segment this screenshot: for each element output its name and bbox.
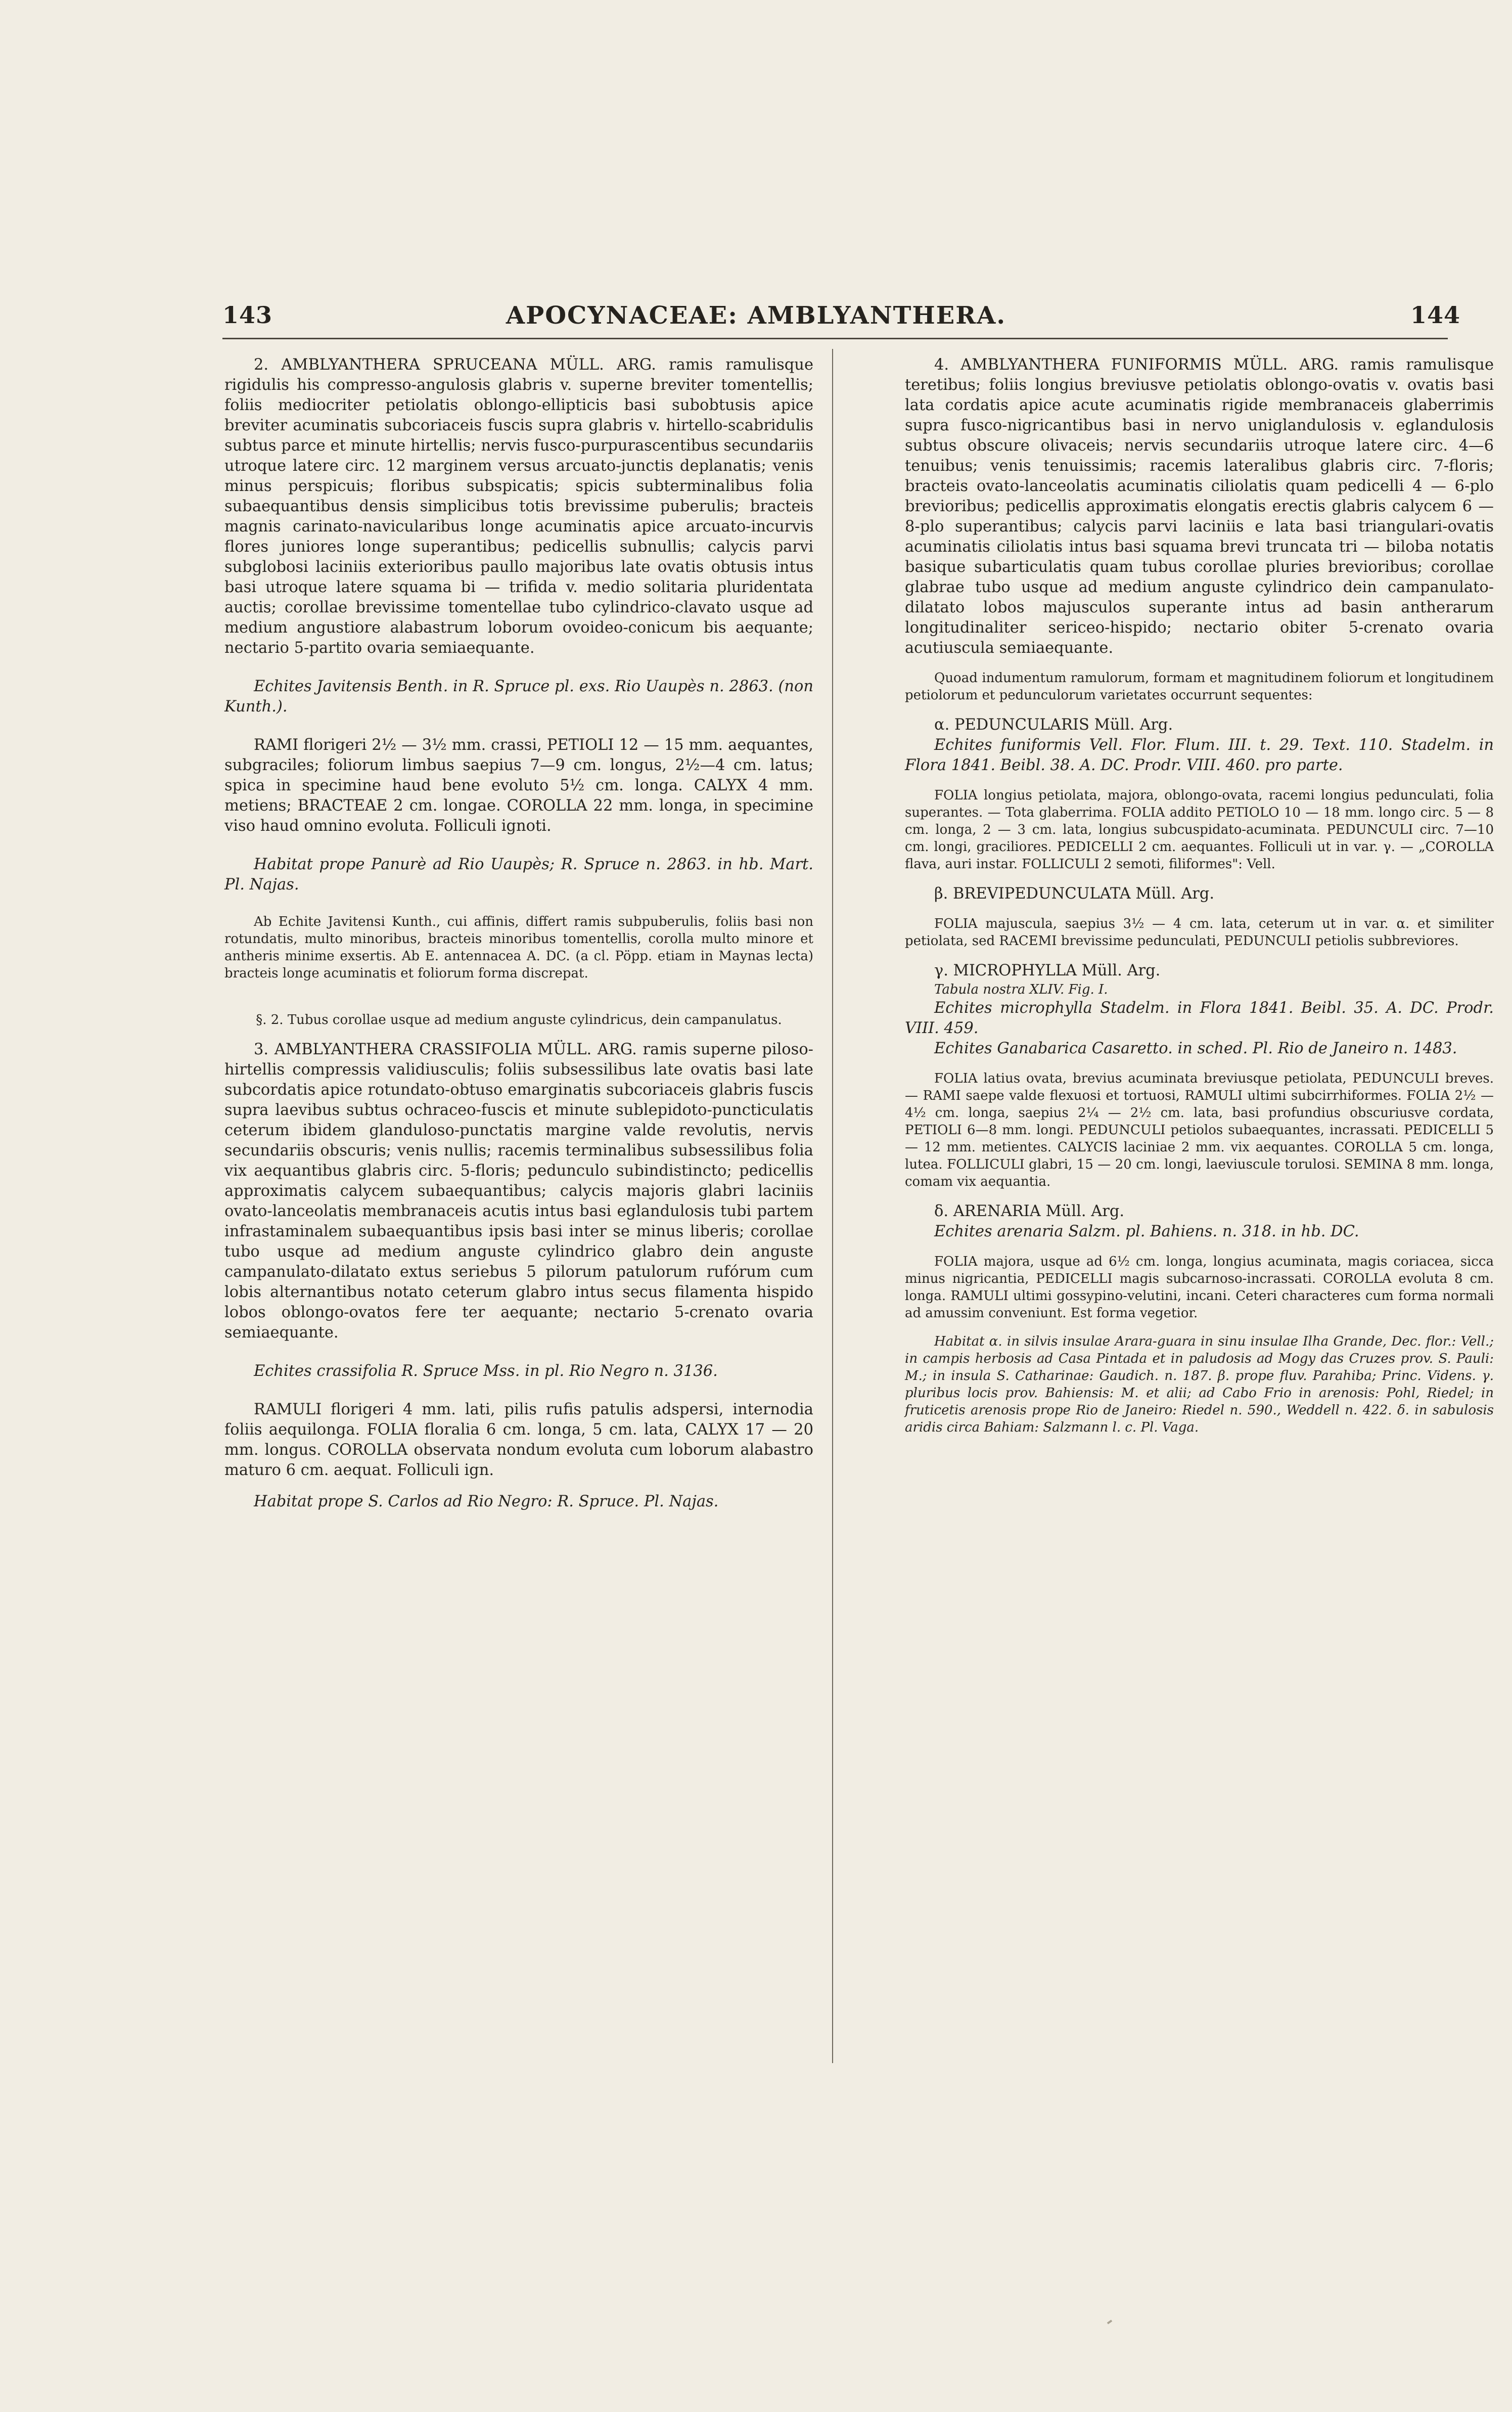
variety-beta-description: FOLIA majuscula, saepius 3½ — 4 cm. lata, ceterum ut in var. α. et similiter petiolata, sed RACEMI brevissime pedunculati, PEDUNCULI petiolis subbreviores. (905, 916, 1494, 949)
variety-gamma-plate: Tabula nostra XLIV. Fig. I. (934, 982, 1108, 997)
paper-speck (1107, 2319, 1112, 2324)
variety-alpha-refs: Echites funiformis Vell. Flor. Flum. III. t. 29. Text. 110. Stadelm. in Flora 1841. Beibl. 38. A. DC. Prodr. VIII. 460. pro parte. (905, 736, 1494, 774)
species-3-synonym: Echites crassifolia R. Spruce Mss. in pl. Rio Negro n. 3136. (254, 1362, 718, 1380)
species-2-synonym: Echites Javitensis Benth. in R. Spruce pl. exs. Rio Uaupès n. 2863. (non Kunth.). (224, 678, 813, 716)
variety-alpha-description: FOLIA longius petiolata, majora, oblongo-ovata, racemi longius pedunculati, folia superantes. — Tota glaberrima. FOLIA addito PETIOLO 10 — 18 mm. longo circ. 5 — 8 cm. longa, 2 — 3 cm. lata, longius subcuspidato-acuminata. PEDUNCULI circ. 7—10 cm. longi, graciliores. PEDICELLI 2 cm. aequantes. Folliculi ut in var. γ. — „COROLLA flava, auri instar. FOLLICULI 2 semoti, filiformes": Vell. (905, 788, 1494, 872)
page-number-right: 144 (1410, 301, 1461, 329)
variety-beta-title: β. BREVIPEDUNCULATA Müll. Arg. (934, 885, 1215, 903)
page-number-left: 143 (222, 301, 273, 329)
variety-gamma-refs-2: Echites Ganabarica Casaretto. in sched. Pl. Rio de Janeiro n. 1483. (934, 1040, 1457, 1057)
right-column (905, 355, 1494, 1436)
species-4-diagnosis: 4. AMBLYANTHERA FUNIFORMIS MÜLL. ARG. ramis ramulisque teretibus; foliis longius breviusve petiolatis oblongo-ovatis v. ovatis basi lata cordatis apice acute acuminatis rigide membranaceis glaberrimis supra fusco-nigricantibus basi in nervo uniglandulosis v. eglandulosis subtus obscure olivaceis; nervis secundariis utroque latere circ. 4—6 tenuibus; venis tenuissimis; racemis lateralibus glabris circ. 7-floris; bracteis ovato-lanceolatis acuminatis ciliolatis quam pedicelli 4 — 6-plo brevioribus; pedicellis approximatis elongatis erectis glabris calycem 6 — 8-plo superantibus; calycis parvi laciniis e lata basi triangulari-ovatis acuminatis ciliolatis intus basi squama brevi truncata tri — biloba notatis basique subarticulatis quam tubus corollae pluries brevioribus; corollae glabrae tubo usque ad medium anguste cylindrico dein campanulato-dilatato lobos majusculos superante intus ad basin antherarum longitudinaliter sericeo-hispido; nectario obiter 5-crenato ovaria acutiuscula semiaequante. (905, 356, 1494, 657)
varieties-intro: Quoad indumentum ramulorum, formam et magnitudinem foliorum et longitudinem petiolorum et pedunculorum varietates occurrunt sequentes: (905, 671, 1494, 703)
variety-gamma-refs-1: Echites microphylla Stadelm. in Flora 1841. Beibl. 35. A. DC. Prodr. VIII. 459. (905, 999, 1494, 1037)
variety-delta-description: FOLIA majora, usque ad 6½ cm. longa, longius acuminata, magis coriacea, sicca minus nigricantia, PEDICELLI magis subcarnoso-incrassati. COROLLA evoluta 8 cm. longa. RAMULI ultimi gossypino-velutini, incani. Ceteri characteres cum forma normali ad amussim conveniunt. Est forma vegetior. (905, 1254, 1494, 1321)
left-column (224, 355, 813, 1512)
variety-delta-refs: Echites arenaria Salzm. pl. Bahiens. n. 318. in hb. DC. (934, 1223, 1359, 1240)
variety-gamma-description: FOLIA latius ovata, brevius acuminata breviusque petiolata, PEDUNCULI breves. — RAMI saepe valde flexuosi et tortuosi, RAMULI ultimi subcirrhiformes. FOLIA 2½ — 4½ cm. longa, saepius 2¼ — 2½ cm. lata, basi profundius obscuriusve cordata, PETIOLI 6—8 mm. longi. PEDUNCULI petiolos subaequantes, incrassati. PEDICELLI 5 — 12 mm. metientes. CALYCIS laciniae 2 mm. vix aequantes. COROLLA 5 cm. longa, lutea. FOLLICULI glabri, 15 — 20 cm. longi, laeviuscule torulosi. SEMINA 8 mm. longa, comam vix aequantia. (905, 1071, 1494, 1189)
header-rule (222, 338, 1448, 339)
section-2-heading: §. 2. Tubus corollae usque ad medium anguste cylindricus, dein campanulatus. (256, 1012, 782, 1028)
species-4-habitat: Habitat α. in silvis insulae Arara-guara in sinu insulae Ilha Grande, Dec. flor.: Vell.; in campis herbosis ad Casa Pintada et in paludosis ad Mogy das Cruzes prov. S. Pauli: M.; in insula S. Catharinae: Gaudich. n. 187. β. prope fluv. Parahiba; Princ. Videns. γ. pluribus locis prov. Bahiensis: M. et alii; ad Cabo Frio in arenosis: Pohl, Riedel; in fruticetis arenosis prope Rio de Janeiro: Riedel n. 590., Weddell n. 422. δ. in sabulosis aridis circa Bahiam: Salzmann l. c. Pl. Vaga. (905, 1334, 1494, 1435)
species-3-description: RAMULI florigeri 4 mm. lati, pilis rufis patulis adspersi, internodia foliis aequilonga. FOLIA floralia 6 cm. longa, 5 cm. lata, CALYX 17 — 20 mm. longus. COROLLA observata nondum evoluta cum loborum alabastro maturo 6 cm. aequat. Folliculi ign. (224, 1401, 813, 1479)
species-2-habitat: Habitat prope Panurè ad Rio Uaupès; R. Spruce n. 2863. in hb. Mart. Pl. Najas. (224, 856, 813, 894)
variety-delta-title: δ. ARENARIA Müll. Arg. (934, 1202, 1125, 1220)
species-2-note: Ab Echite Javitensi Kunth., cui affinis, differt ramis subpuberulis, foliis basi non rotundatis, multo minoribus, bracteis minoribus tomentellis, corolla multo minore et antheris minime exsertis. Ab E. antennacea A. DC. (a cl. Pöpp. etiam in Maynas lecta) bracteis longe acuminatis et foliorum forma discrepat. (224, 914, 813, 981)
species-2-diagnosis: 2. AMBLYANTHERA SPRUCEANA MÜLL. ARG. ramis ramulisque rigidulis his compresso-angulosis glabris v. superne breviter tomentellis; foliis mediocriter petiolatis oblongo-ellipticis basi subobtusis apice breviter acuminatis subcoriaceis fuscis supra glabris v. hirtello-scabridulis subtus parce et minute hirtellis; nervis fusco-purpurascentibus secundariis utroque latere circ. 12 marginem versus arcuato-junctis deplanatis; venis minus perspicuis; floribus subspicatis; spicis subterminalibus folia subaequantibus densis simplicibus totis brevissime puberulis; bracteis magnis carinato-navicularibus longe acuminatis apice arcuato-incurvis flores juniores longe superantibus; pedicellis subnullis; calycis parvi subglobosi laciniis exterioribus paullo majoribus late ovatis obtusis intus basi utroque latere squama bi — trifida v. medio solitaria pluridentata auctis; corollae brevissime tomentellae tubo cylindrico-clavato usque ad medium angustiore alabastrum loborum ovoideo-conicum bis aequante; nectario 5-partito ovaria semiaequante. (224, 356, 813, 657)
column-divider (832, 349, 833, 2063)
variety-gamma-title: γ. MICROPHYLLA Müll. Arg. (934, 962, 1161, 979)
species-3-habitat: Habitat prope S. Carlos ad Rio Negro: R. Spruce. Pl. Najas. (254, 1493, 719, 1510)
variety-alpha-title: α. PEDUNCULARIS Müll. Arg. (934, 716, 1173, 734)
running-title: APOCYNACEAE: AMBLYANTHERA. (506, 301, 1006, 330)
species-3-diagnosis: 3. AMBLYANTHERA CRASSIFOLIA MÜLL. ARG. ramis superne piloso-hirtellis compressis validiusculis; foliis subsessilibus late ovatis basi late subcordatis apice rotundato-obtuso emarginatis subcoriaceis glabris fuscis supra laevibus subtus ochraceo-fuscis et minute sublepidoto-puncticulatis ceterum ibidem glanduloso-punctatis margine valde revolutis, nervis secundariis obscuris; venis nullis; racemis terminalibus subsessilibus folia vix aequantibus glabris circ. 5-floris; pedunculo subindistincto; pedicellis approximatis calycem subaequantibus; calycis majoris glabri laciniis ovato-lanceolatis membranaceis acutis intus basi eglandulosis tubi partem infrastaminalem subaequantibus ipsis basi inter se minus liberis; corollae tubo usque ad medium anguste cylindrico glabro dein anguste campanulato-dilatato extus seriebus 5 pilorum patulorum rufórum cum lobis alternantibus notato ceterum glabro intus secus filamenta hispido lobos oblongo-ovatos fere ter aequante; nectario 5-crenato ovaria semiaequante. (224, 1041, 813, 1342)
species-2-description: RAMI florigeri 2½ — 3½ mm. crassi, PETIOLI 12 — 15 mm. aequantes, subgraciles; foliorum limbus saepius 7—9 cm. longus, 2½—4 cm. latus; spica in specimine haud bene evoluto 5½ cm. longa. CALYX 4 mm. metiens; BRACTEAE 2 cm. longae. COROLLA 22 mm. longa, in specimine viso haud omnino evoluta. Folliculi ignoti. (224, 736, 813, 835)
